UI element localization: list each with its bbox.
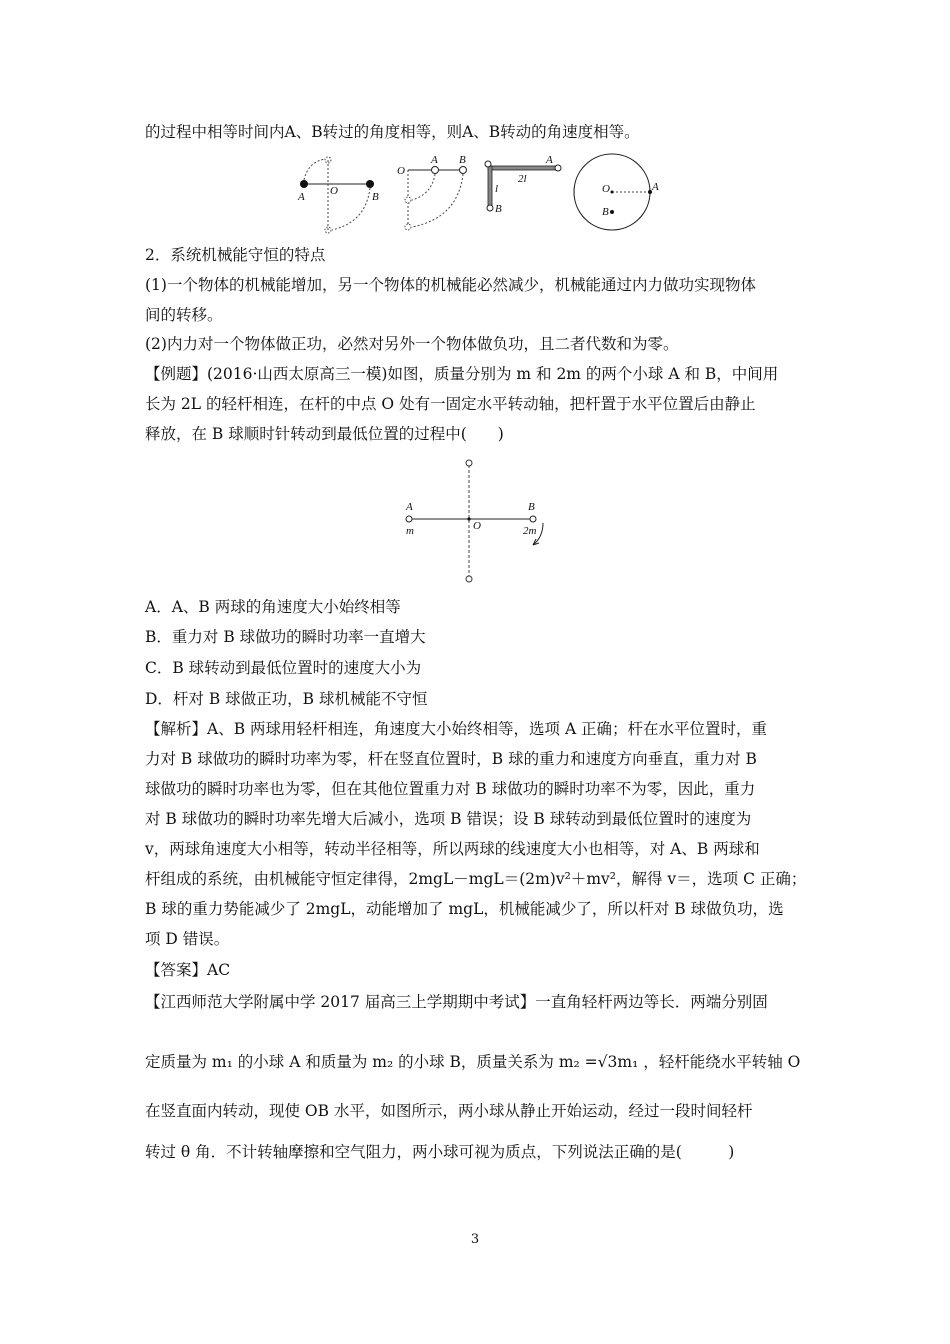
- fig1-label-l: l: [495, 183, 499, 195]
- diagram-l-rod: [485, 154, 561, 215]
- option-d: D．杆对 B 球做正功，B 球机械能不守恒: [145, 690, 428, 708]
- line-3: (1)一个物体的机械能增加，另一个物体的机械能必然减少，机械能通过内力做功实现物体: [145, 276, 756, 294]
- fig1-label-A4: A: [652, 181, 659, 193]
- fig1-label-O: O: [330, 185, 338, 197]
- fig1-label-A: A: [298, 191, 305, 203]
- diagram-rod-oab: [397, 154, 467, 230]
- option-c: C．B 球转动到最低位置时的速度大小为: [145, 659, 422, 677]
- fig2-label-O: O: [473, 520, 481, 532]
- solution-line-1: 【解析】A、B 两球用轻杆相连，角速度大小始终相等，选项 A 正确；杆在水平位置时，重: [145, 720, 768, 738]
- fig2-label-A: A: [406, 501, 413, 513]
- solution-line-4: 对 B 球做功的瞬时功率先增大后减小，选项 B 错误；设 B 球转动到最低位置时的速度为: [145, 810, 752, 828]
- solution-line-5: v，两球角速度大小相等，转动半径相等，所以两球的线速度大小也相等，对 A、B 两球和: [145, 840, 760, 858]
- option-a: A．A、B 两球的角速度大小始终相等: [145, 598, 401, 616]
- fig1-label-O4: O: [602, 183, 610, 195]
- fig1-label-B4: B: [602, 206, 609, 218]
- option-b: B．重力对 B 球做功的瞬时功率一直增大: [145, 628, 426, 646]
- fig1-label-B: B: [372, 191, 379, 203]
- line-2: 2．系统机械能守恒的特点: [145, 246, 326, 264]
- solution-line-8: 项 D 错误。: [145, 930, 230, 948]
- line-5: (2)内力对一个物体做正功，必然对另外一个物体做负功，且二者代数和为零。: [145, 335, 679, 353]
- fig1-label-B2: B: [459, 154, 466, 166]
- question-line-1: 【江西师范大学附属中学 2017 届高三上学期期中考试】一直角轻杆两边等长．两端分别固: [145, 993, 768, 1011]
- question-line-3: 在竖直面内转动，现使 OB 水平，如图所示，两小球从静止开始运动，经过一段时间轻杆: [145, 1102, 753, 1120]
- fig1-label-B3: B: [495, 203, 502, 215]
- line-8: 释放，在 B 球顺时针转动到最低位置的过程中( ): [145, 425, 504, 443]
- fig1-label-2l: 2l: [518, 173, 527, 185]
- diagram-rod-ab: [297, 157, 379, 233]
- solution-line-2: 力对 B 球做功的瞬时功率为零，杆在竖直位置时，B 球的重力和速度方向垂直，重力对 B: [145, 750, 757, 768]
- question-line-4: 转过 θ 角．不计转轴摩擦和空气阻力，两小球可视为质点，下列说法正确的是( ): [145, 1143, 735, 1161]
- diagram-disc: [574, 154, 659, 230]
- rod-rotation-figure: [395, 455, 565, 590]
- fig1-label-A3: A: [546, 154, 553, 166]
- question-line-2: 定质量为 m₁ 的小球 A 和质量为 m₂ 的小球 B，质量关系为 m₂ =√3m₁ ，轻杆能绕水平转轴 O: [145, 1053, 801, 1071]
- fig2-label-m: m: [406, 525, 414, 537]
- solution-line-7: B 球的重力势能减少了 2mgL，动能增加了 mgL，机械能减少了，所以杆对 B 球做负功，选: [145, 900, 784, 918]
- solution-line-6: 杆组成的系统，由机械能守恒定律得，2mgL－mgL＝(2m)v²＋mv²，解得 v＝，选项 C 正确；: [145, 870, 807, 888]
- solution-line-3: 球做功的瞬时功率也为零，但在其他位置重力对 B 球做功的瞬时功率不为零，因此，重力: [145, 780, 756, 798]
- fig1-label-O2: O: [397, 165, 405, 177]
- line-6: 【例题】(2016·山西太原高三一模)如图，质量分别为 m 和 2m 的两个小球 A 和 B，中间用: [145, 365, 779, 383]
- line-1: 的过程中相等时间内A、B转过的角度相等，则A、B转动的角速度相等。: [145, 123, 640, 141]
- rotation-diagrams: [290, 152, 670, 237]
- page-number: 3: [470, 1232, 480, 1247]
- fig1-label-A2: A: [431, 154, 438, 166]
- fig2-label-B: B: [528, 501, 535, 513]
- line-4: 间的转移。: [145, 306, 223, 324]
- fig2-label-2m: 2m: [523, 525, 537, 537]
- answer: 【答案】AC: [145, 961, 231, 979]
- line-7: 长为 2L 的轻杆相连，在杆的中点 O 处有一固定水平转动轴，把杆置于水平位置后由静止: [145, 395, 756, 413]
